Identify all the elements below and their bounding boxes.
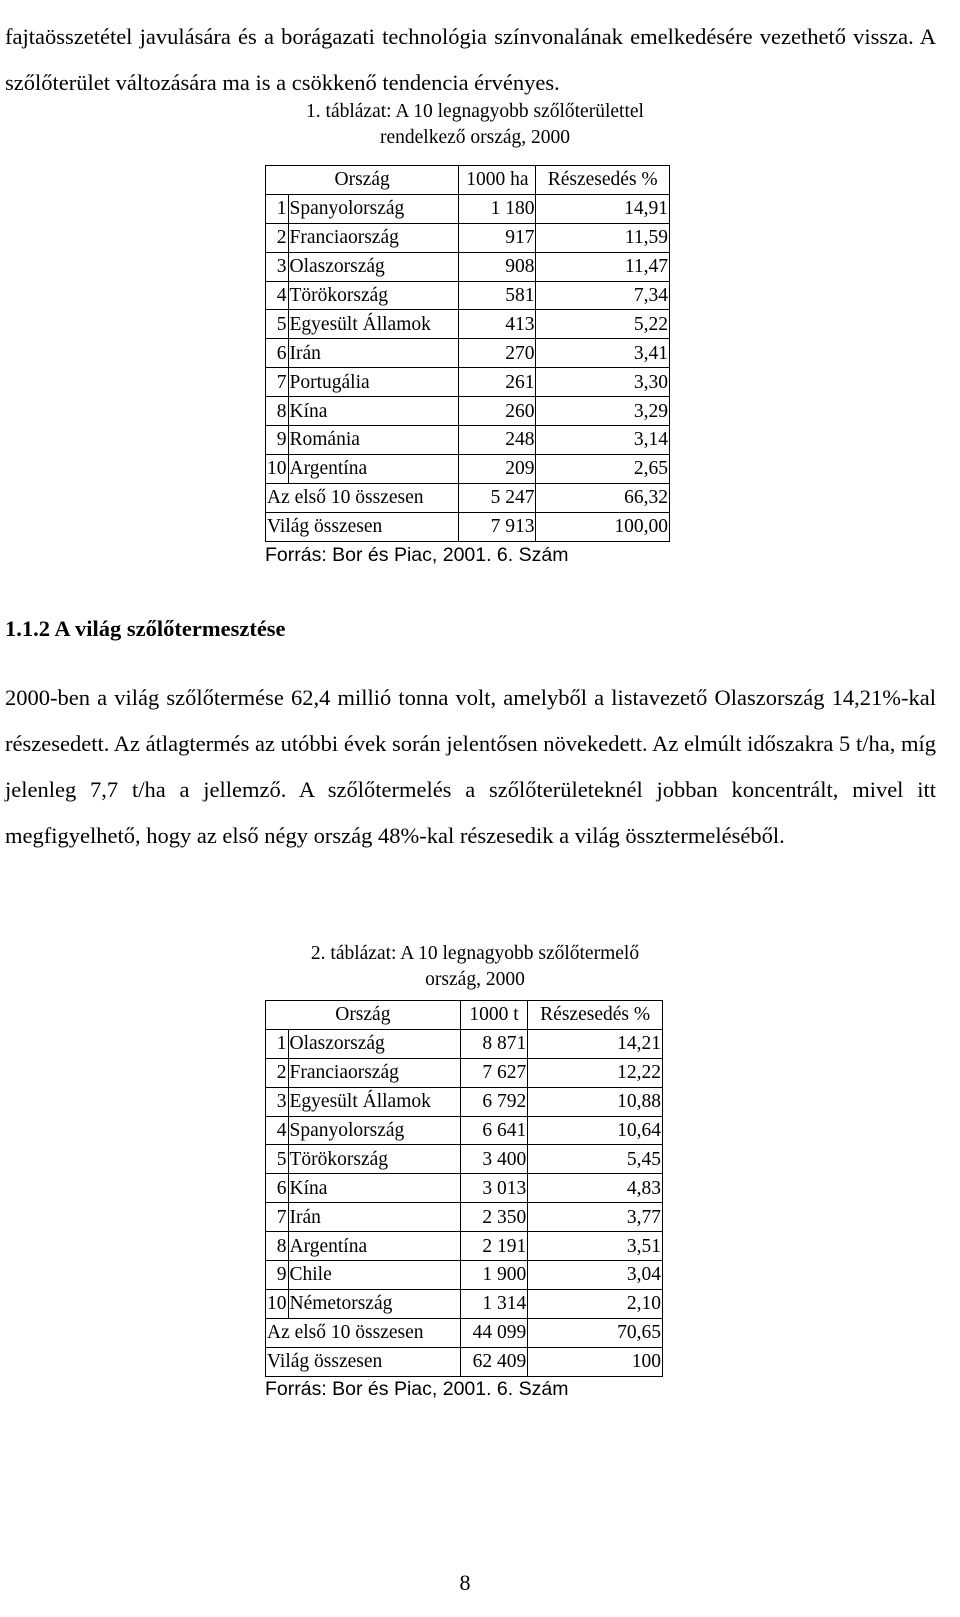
table-row	[266, 1116, 663, 1145]
table-row	[266, 368, 670, 397]
row-country: Olaszország	[288, 1029, 460, 1058]
table-total-row	[266, 483, 670, 512]
row-country: Egyesült Államok	[288, 1087, 460, 1116]
table-row	[266, 1289, 663, 1318]
table1-caption-line1: 1. táblázat: A 10 legnagyobb szőlőterülettel	[306, 101, 644, 122]
row-country: Törökország	[288, 1145, 460, 1174]
row-share: 3,77	[528, 1203, 663, 1232]
row-rank: 6	[266, 339, 289, 368]
total-share: 100,00	[536, 512, 670, 541]
row-rank: 4	[266, 281, 289, 310]
total-value: 62 409	[460, 1347, 528, 1376]
header-share: Részesedés %	[528, 1001, 663, 1030]
row-rank: 2	[266, 1058, 289, 1087]
row-share: 12,22	[528, 1058, 663, 1087]
row-rank: 1	[266, 194, 289, 223]
row-value: 2 350	[460, 1203, 528, 1232]
table-total-row	[266, 512, 670, 541]
row-rank: 9	[266, 1261, 289, 1290]
row-value: 270	[459, 339, 536, 368]
row-share: 3,30	[536, 368, 670, 397]
row-share: 3,04	[528, 1261, 663, 1290]
table-row	[266, 194, 670, 223]
row-country: Franciaország	[288, 1058, 460, 1087]
row-rank: 5	[266, 1145, 289, 1174]
row-share: 10,64	[528, 1116, 663, 1145]
row-country: Németország	[288, 1289, 460, 1318]
header-country: Ország	[266, 1001, 461, 1030]
row-share: 14,91	[536, 194, 670, 223]
table-row	[266, 223, 670, 252]
row-value: 581	[459, 281, 536, 310]
row-value: 908	[459, 252, 536, 281]
row-rank: 7	[266, 368, 289, 397]
row-country: Románia	[288, 426, 459, 455]
header-value: 1000 t	[460, 1001, 528, 1030]
table-total-row	[266, 1318, 663, 1347]
row-rank: 9	[266, 426, 289, 455]
row-share: 2,65	[536, 454, 670, 483]
section-heading: 1.1.2 A világ szőlőtermesztése	[5, 616, 286, 641]
total-value: 5 247	[459, 483, 536, 512]
row-value: 8 871	[460, 1029, 528, 1058]
row-share: 4,83	[528, 1174, 663, 1203]
total-label: Az első 10 összesen	[266, 1318, 461, 1347]
total-value: 7 913	[459, 512, 536, 541]
row-value: 248	[459, 426, 536, 455]
row-value: 2 191	[460, 1232, 528, 1261]
row-country: Kína	[288, 1174, 460, 1203]
row-country: Argentína	[288, 1232, 460, 1261]
row-share: 14,21	[528, 1029, 663, 1058]
row-value: 7 627	[460, 1058, 528, 1087]
row-rank: 7	[266, 1203, 289, 1232]
table2-caption-line2: ország, 2000	[425, 969, 525, 990]
row-value: 6 792	[460, 1087, 528, 1116]
table1-source: Forrás: Bor és Piac, 2001. 6. Szám	[265, 544, 569, 566]
table-row	[266, 1232, 663, 1261]
page-number: 8	[459, 1570, 471, 1595]
table-row	[266, 1029, 663, 1058]
total-value: 44 099	[460, 1318, 528, 1347]
table1-caption-line2: rendelkező ország, 2000	[379, 127, 571, 148]
row-rank: 8	[266, 397, 289, 426]
table-total-row	[266, 1347, 663, 1376]
body-paragraph: 2000-ben a világ szőlőtermése 62,4 millió tonna volt, amelyből a listavezető Olaszország 14,21%-kal részesedett. Az átlagtermés az utóbbi évek során jelentősen növekedett. Az elmúlt időszakra 5 t/ha, míg jelenleg 7,7 t/ha a jellemző. A szőlőtermelés a szőlőterületeknél jobban koncentrált, mivel itt megfigyelhető, hogy az első négy ország 48%-kal részesedik a világ össztermeléséből.	[5, 684, 936, 848]
table1-body	[266, 166, 670, 542]
row-share: 3,51	[528, 1232, 663, 1261]
table-row	[266, 1058, 663, 1087]
header-country: Ország	[266, 166, 459, 195]
row-country: Egyesült Államok	[288, 310, 459, 339]
table1-caption	[265, 99, 685, 151]
row-rank: 5	[266, 310, 289, 339]
table-row	[266, 252, 670, 281]
row-rank: 10	[266, 454, 289, 483]
total-share: 66,32	[536, 483, 670, 512]
row-value: 917	[459, 223, 536, 252]
row-share: 2,10	[528, 1289, 663, 1318]
table2-source: Forrás: Bor és Piac, 2001. 6. Szám	[265, 1378, 569, 1400]
row-share: 5,45	[528, 1145, 663, 1174]
row-country: Argentína	[288, 454, 459, 483]
row-country: Spanyolország	[288, 194, 459, 223]
table1	[265, 165, 670, 542]
row-rank: 6	[266, 1174, 289, 1203]
row-rank: 3	[266, 1087, 289, 1116]
total-label: Világ összesen	[266, 1347, 461, 1376]
row-value: 413	[459, 310, 536, 339]
row-share: 11,47	[536, 252, 670, 281]
total-share: 70,65	[528, 1318, 663, 1347]
row-value: 1 180	[459, 194, 536, 223]
row-country: Kína	[288, 397, 459, 426]
row-share: 10,88	[528, 1087, 663, 1116]
row-country: Portugália	[288, 368, 459, 397]
header-share: Részesedés %	[536, 166, 670, 195]
total-label: Világ összesen	[266, 512, 459, 541]
row-value: 1 314	[460, 1289, 528, 1318]
row-country: Olaszország	[288, 252, 459, 281]
row-share: 3,41	[536, 339, 670, 368]
table-row	[266, 310, 670, 339]
table-row	[266, 454, 670, 483]
intro-paragraph: fajtaösszetétel javulására és a borágazati technológia színvonalának emelkedésére vezethető vissza. A szőlőterület változására ma is a csökkenő tendencia érvényes.	[5, 23, 936, 95]
row-share: 7,34	[536, 281, 670, 310]
table-row	[266, 397, 670, 426]
table-header-row	[266, 166, 670, 195]
row-rank: 4	[266, 1116, 289, 1145]
row-country: Spanyolország	[288, 1116, 460, 1145]
table2-caption-line1: 2. táblázat: A 10 legnagyobb szőlőtermelő	[310, 943, 640, 964]
table-row	[266, 1261, 663, 1290]
row-value: 260	[459, 397, 536, 426]
row-rank: 10	[266, 1289, 289, 1318]
table-row	[266, 426, 670, 455]
row-value: 3 400	[460, 1145, 528, 1174]
row-rank: 8	[266, 1232, 289, 1261]
table-header-row	[266, 1001, 663, 1030]
total-label: Az első 10 összesen	[266, 483, 459, 512]
row-share: 5,22	[536, 310, 670, 339]
table-row	[266, 1145, 663, 1174]
table-row	[266, 1174, 663, 1203]
table-row	[266, 281, 670, 310]
row-country: Franciaország	[288, 223, 459, 252]
table-row	[266, 1087, 663, 1116]
row-value: 209	[459, 454, 536, 483]
table2-body	[266, 1001, 663, 1377]
row-rank: 3	[266, 252, 289, 281]
row-value: 261	[459, 368, 536, 397]
table-row	[266, 1203, 663, 1232]
row-country: Irán	[288, 1203, 460, 1232]
row-share: 3,14	[536, 426, 670, 455]
row-value: 6 641	[460, 1116, 528, 1145]
row-value: 3 013	[460, 1174, 528, 1203]
header-value: 1000 ha	[459, 166, 536, 195]
table2-caption	[265, 941, 685, 993]
row-share: 11,59	[536, 223, 670, 252]
row-rank: 2	[266, 223, 289, 252]
total-share: 100	[528, 1347, 663, 1376]
row-country: Törökország	[288, 281, 459, 310]
row-country: Chile	[288, 1261, 460, 1290]
table2	[265, 1000, 663, 1377]
table-row	[266, 339, 670, 368]
row-rank: 1	[266, 1029, 289, 1058]
row-value: 1 900	[460, 1261, 528, 1290]
row-share: 3,29	[536, 397, 670, 426]
row-country: Irán	[288, 339, 459, 368]
